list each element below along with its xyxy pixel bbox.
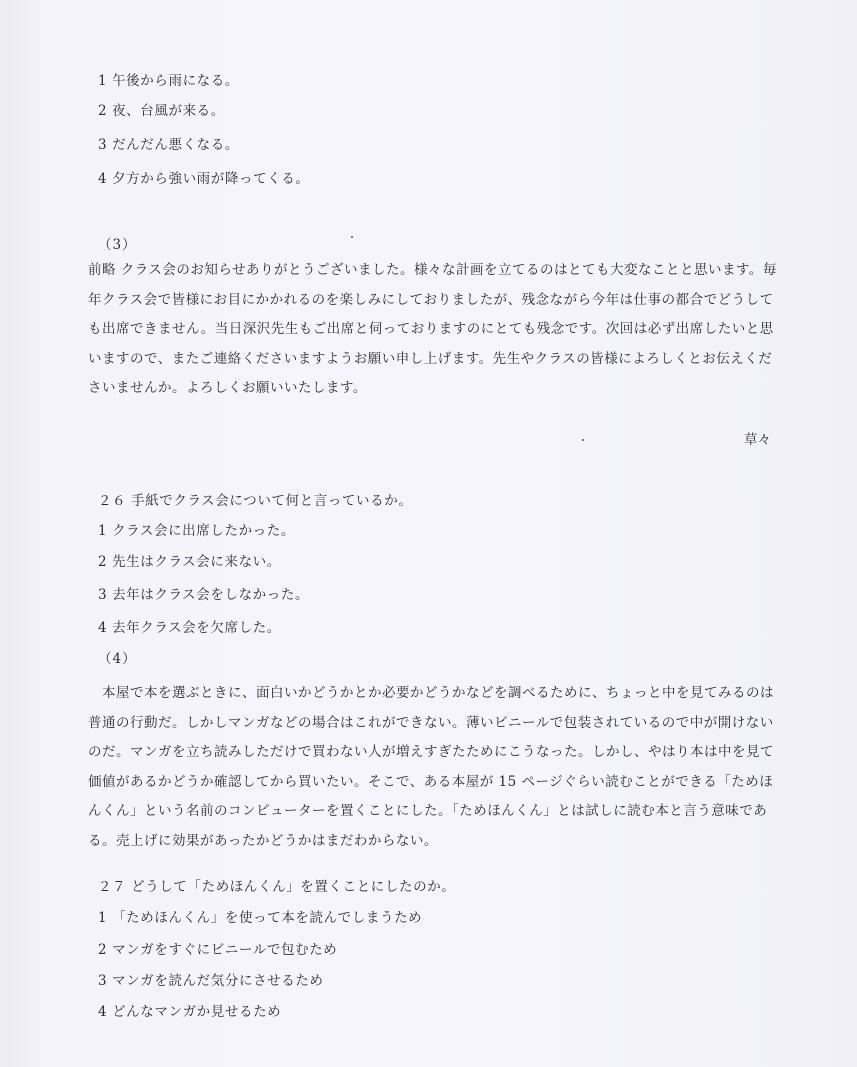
q25-option-2: 2 夜、台風が来る。 xyxy=(98,103,225,119)
q27-option-2: 2 マンガをすぐにビニールで包むため xyxy=(98,942,338,958)
q27-option-3: 3 マンガを読んだ気分にさせるため xyxy=(98,973,324,989)
section-3-marker: （3） xyxy=(98,237,137,253)
q25-option-1: 1 午後から雨になる。 xyxy=(98,73,239,89)
q26-option-1: 1 クラス会に出席したかった。 xyxy=(98,523,295,539)
q25-option-3: 3 だんだん悪くなる。 xyxy=(98,137,239,153)
q26-option-3: 3 去年はクラス会をしなかった。 xyxy=(98,587,310,603)
q26-option-4: 4 去年クラス会を欠席した。 xyxy=(98,620,281,636)
q26-question: ２６ 手紙でクラス会について何と言っているか。 xyxy=(98,493,413,509)
q26-option-2: 2 先生はクラス会に来ない。 xyxy=(98,554,281,570)
section-4-marker: （4） xyxy=(98,651,137,667)
q27-option-1: 1 「ためほんくん」を使って本を読んでしまうため xyxy=(98,910,423,926)
section-4-passage: 本屋で本を選ぶときに、面白いかどうかとか必要かどうかなどを調べるために、ちょっと中を見てみるのは普通の行動だ。しかしマンガなどの場合はこれができない。薄いビニールで包装されているので中が開けないのだ。マンガを立ち読みしただけで買わない人が増えすぎたためにこうなった。しかし、やはり本は中を見て価値があるかどうか確認してから買いたい。そこで、ある本屋が 15 ページぐらい読むことができる「ためほんくん」という名前のコンピューターを置くことにした。「ためほんくん」とは試しに読む本と言う意味である。売上げに効果があったかどうかはまだわからない。 xyxy=(88,685,774,849)
q25-option-4: 4 夕方から強い雨が降ってくる。 xyxy=(98,171,310,187)
section-3-letter: 前略 クラス会のお知らせありがとうございました。様々な計画を立てるのはとても大変なことと思います。毎年クラス会で皆様にお目にかかれるのを楽しみにしておりましたが、残念ながら今年は仕事の都合でどうしても出席できません。当日深沢先生もご出席と伺っておりますのにとても残念です。次回は必ず出席したいと思いますので、またご連絡くださいますようお願い申し上げます。先生やクラスの皆様によろしくとお伝えくださいませんか。よろしくお願いいたします。 xyxy=(88,262,777,396)
scan-speck xyxy=(582,439,584,441)
q27-option-4: 4 どんなマンガか見せるため xyxy=(98,1004,282,1020)
scan-speck xyxy=(351,236,353,238)
q27-question: ２７ どうして「ためほんくん」を置くことにしたのか。 xyxy=(98,879,456,895)
letter-closing: 草々 xyxy=(744,432,771,448)
